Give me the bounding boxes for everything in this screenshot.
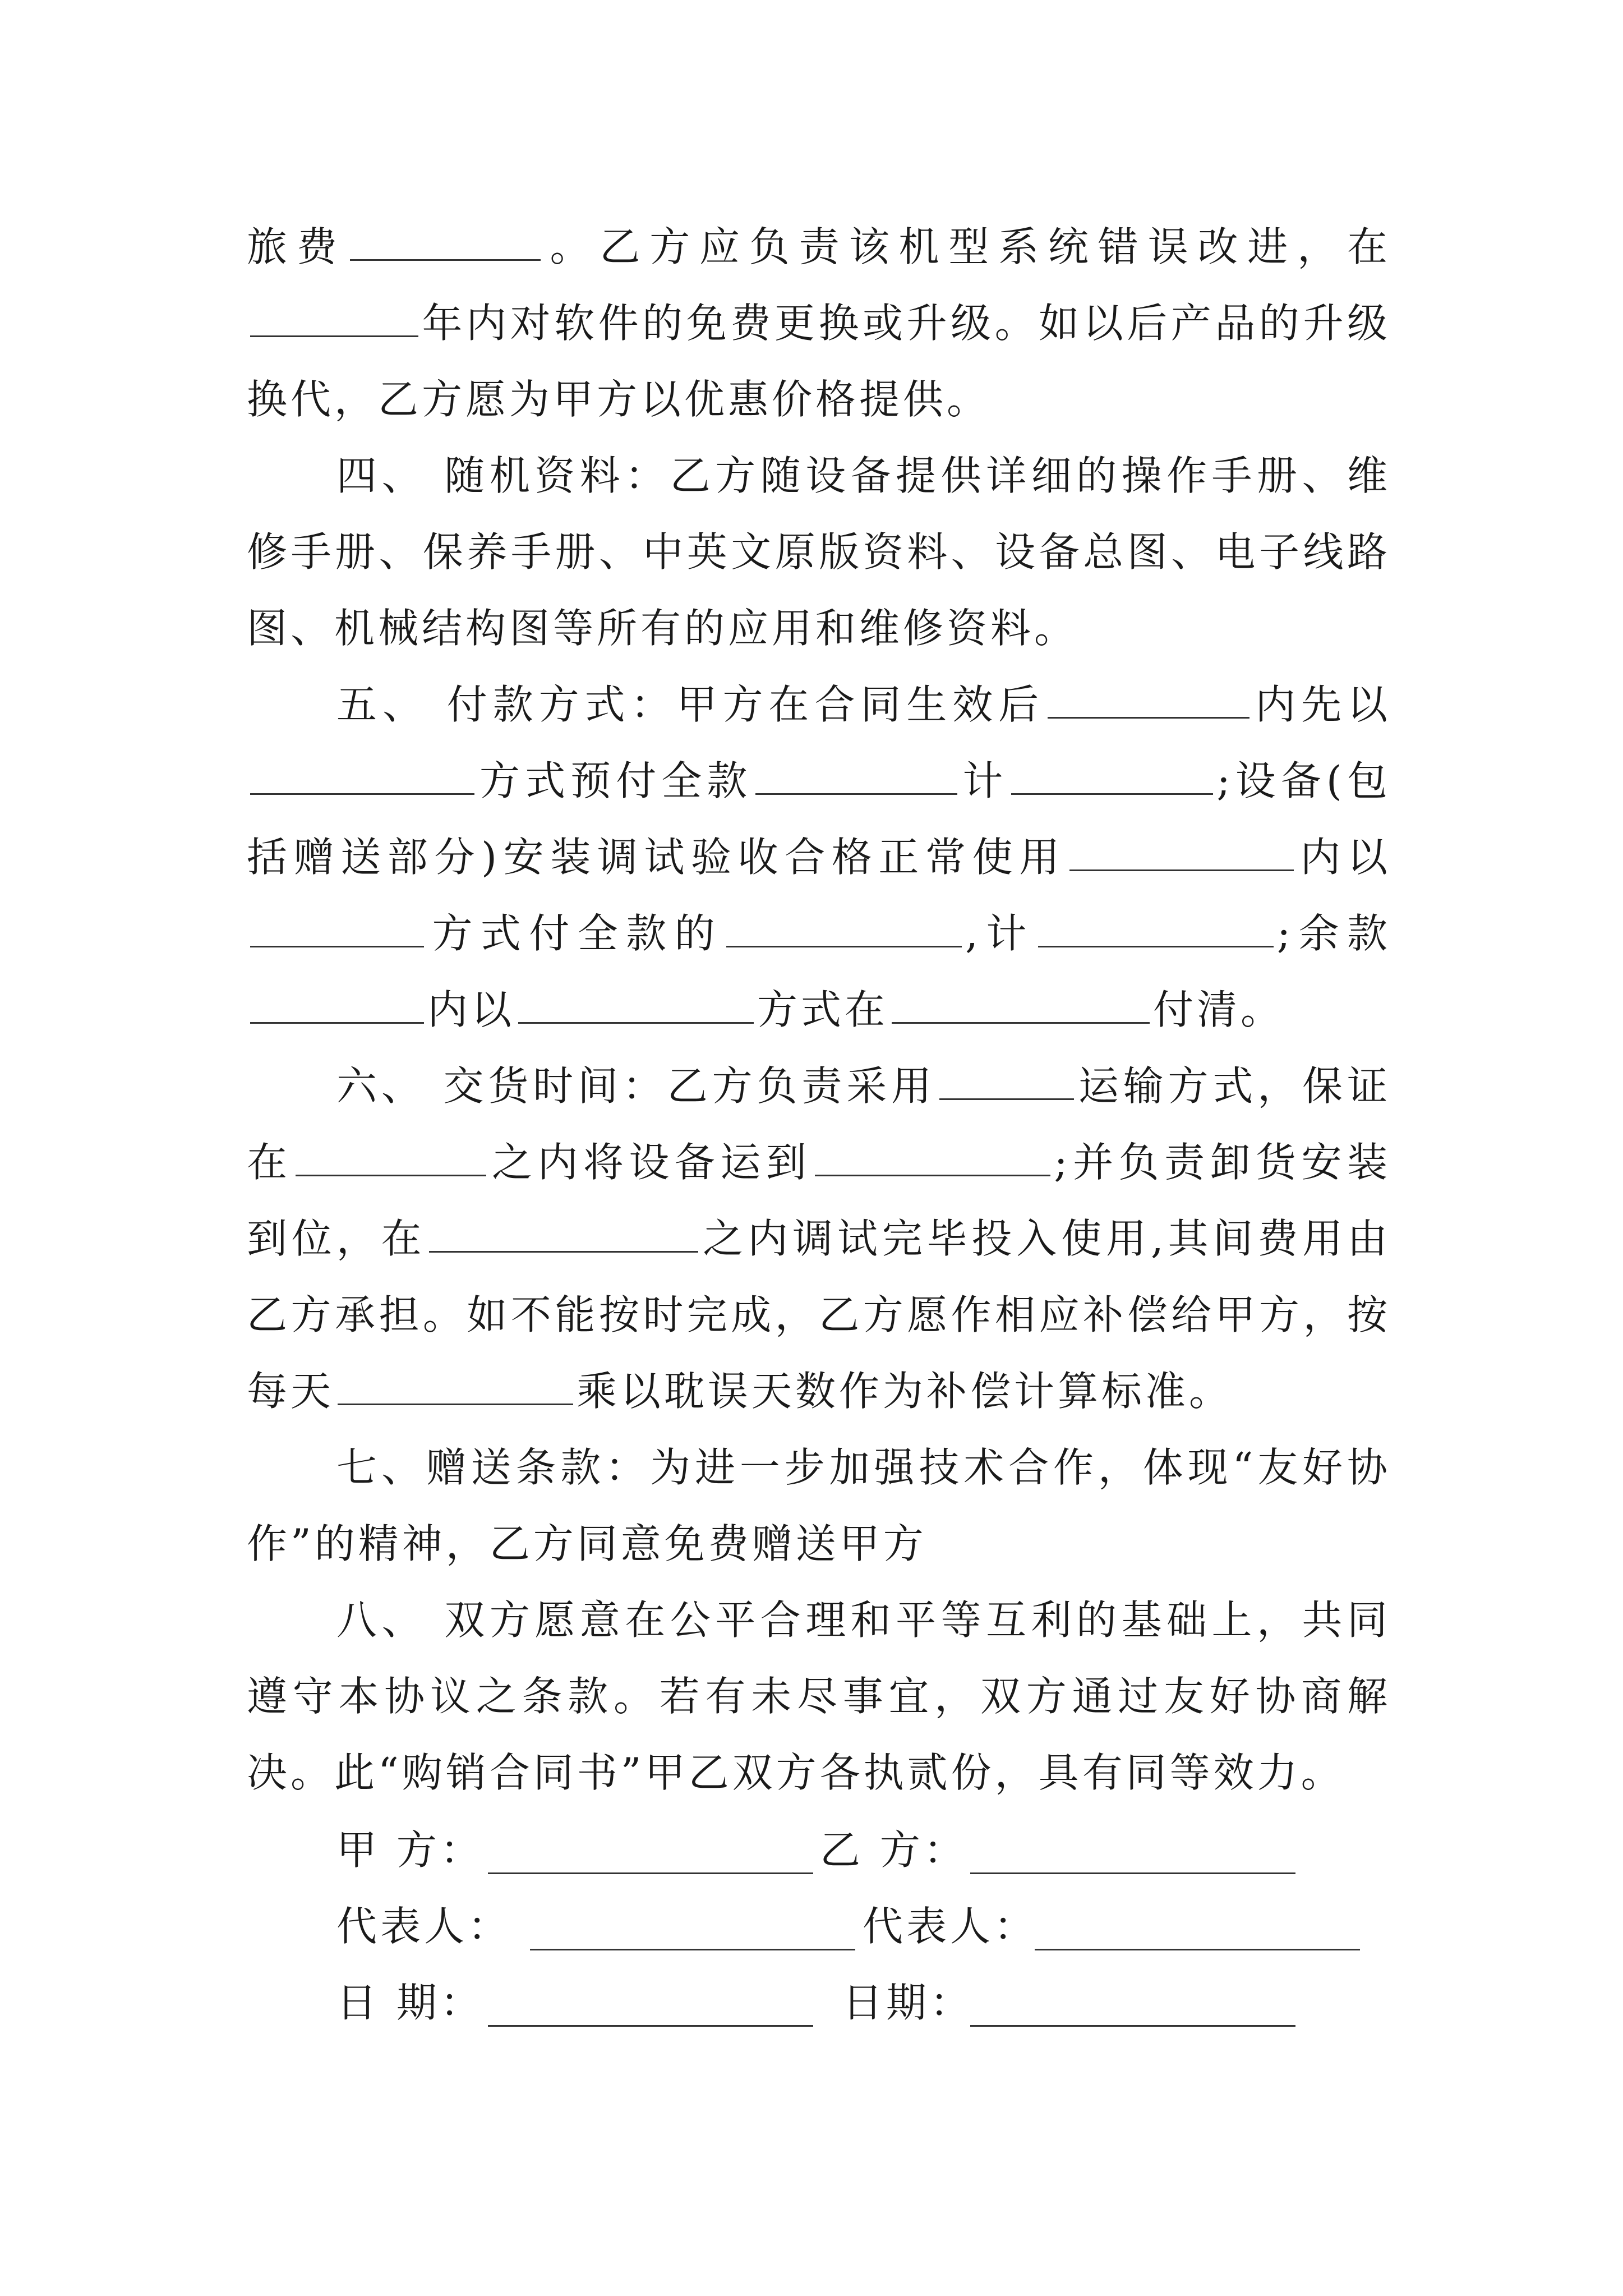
fill-in-blank — [338, 1369, 573, 1405]
paragraph-text: 五、 付款方式：甲方在合同生效后 — [336, 681, 1045, 728]
date-b-label: 日期： — [842, 1979, 974, 2026]
fill-in-blank — [250, 911, 424, 947]
party-b-line — [970, 1872, 1295, 1874]
fill-in-blank — [1038, 911, 1274, 947]
fill-in-blank — [1048, 682, 1249, 719]
paragraph-text: 运输方式，保证在 — [247, 1062, 1391, 1186]
fill-in-blank — [755, 758, 957, 795]
fill-in-blank — [250, 301, 418, 337]
party-a-label: 甲 方： — [336, 1826, 484, 1874]
rep-a-line — [530, 1949, 855, 1950]
paragraph-text: ;设备(包括赠送部分)安装调试验收合格正常使用 — [247, 757, 1391, 881]
paragraph-text: ;并负责卸货安装到位，在 — [247, 1139, 1391, 1262]
fill-in-blank — [350, 224, 541, 261]
rep-b-line — [1035, 1949, 1360, 1950]
paragraph-text: 方式预付全款 — [478, 757, 753, 804]
paragraph-text: 七、赠送条款：为进一步加强技术合作，体现“友好协作”的精神，乙方同意免费赠送甲方 — [247, 1444, 1391, 1567]
party-a-line — [488, 1872, 813, 1874]
fill-in-blank — [726, 911, 962, 947]
paragraph-text: 八、 双方愿意在公平合理和平等互利的基础上，共同遵守本协议之条款。若有未尽事宜，双方通过友好协商解决。此“购销合同书”甲乙双方各执贰份，具有同等效力。 — [247, 1596, 1391, 1796]
paragraph-text: 年内对软件的免费更换或升级。如以后产品的升级换代，乙方愿为甲方以优惠价格提供。 — [247, 300, 1391, 423]
paragraph-text: 乘以耽误天数作为补偿计算标准。 — [577, 1368, 1233, 1415]
paragraph-text: 计 — [961, 757, 1008, 804]
rep-a-label: 代表人： — [336, 1903, 512, 1950]
paragraph-7 — [247, 1429, 1391, 1582]
date-b-line — [970, 2025, 1295, 2027]
paragraph-text: ,计 — [965, 910, 1035, 957]
paragraph-text: 之内将设备运到 — [490, 1139, 812, 1186]
paragraph-text: 付清。 — [1153, 986, 1285, 1033]
fill-in-blank — [815, 1140, 1050, 1176]
fill-in-blank — [250, 758, 474, 795]
fill-in-blank — [429, 1216, 698, 1253]
fill-in-blank — [939, 1064, 1074, 1100]
paragraph-travel — [247, 209, 1391, 438]
paragraph-text: 旅费 — [247, 223, 347, 270]
paragraph-text: 内先以 — [1253, 681, 1391, 728]
fill-in-blank — [892, 987, 1150, 1024]
fill-in-blank — [518, 987, 754, 1024]
paragraph-6 — [247, 1048, 1391, 1429]
party-b-label: 乙 方： — [820, 1826, 967, 1874]
paragraph-text: 方式在 — [757, 986, 889, 1033]
paragraph-4 — [247, 438, 1391, 666]
paragraph-text: ;余款 — [1276, 910, 1391, 957]
paragraph-text: 内以 — [1297, 834, 1391, 881]
paragraph-8 — [247, 1582, 1391, 1811]
fill-in-blank — [296, 1140, 486, 1176]
fill-in-blank — [250, 987, 424, 1024]
paragraph-text: 内以 — [427, 986, 515, 1033]
date-a-label: 日 期： — [336, 1979, 484, 2026]
rep-b-label: 代表人： — [863, 1903, 1038, 1950]
paragraph-text: 方式付全款的 — [427, 910, 723, 957]
paragraph-text: 六、 交货时间：乙方负责采用 — [336, 1062, 936, 1110]
paragraph-text: 。乙方应负责该机型系统错误改进，在 — [543, 223, 1391, 270]
paragraph-text: 之内调试完毕投入使用,其间费用由乙方承担。如不能按时完成，乙方愿作相应补偿给甲方，按每天 — [247, 1215, 1391, 1415]
contract-body — [247, 209, 1391, 1811]
paragraph-text: 四、 随机资料：乙方随设备提供详细的操作手册、维修手册、保养手册、中英文原版资料、设备总图、电子线路图、机械结构图等所有的应用和维修资料。 — [247, 452, 1391, 652]
paragraph-5 — [247, 666, 1391, 1048]
fill-in-blank — [1069, 835, 1294, 871]
date-a-line — [488, 2025, 813, 2027]
fill-in-blank — [1011, 758, 1213, 795]
